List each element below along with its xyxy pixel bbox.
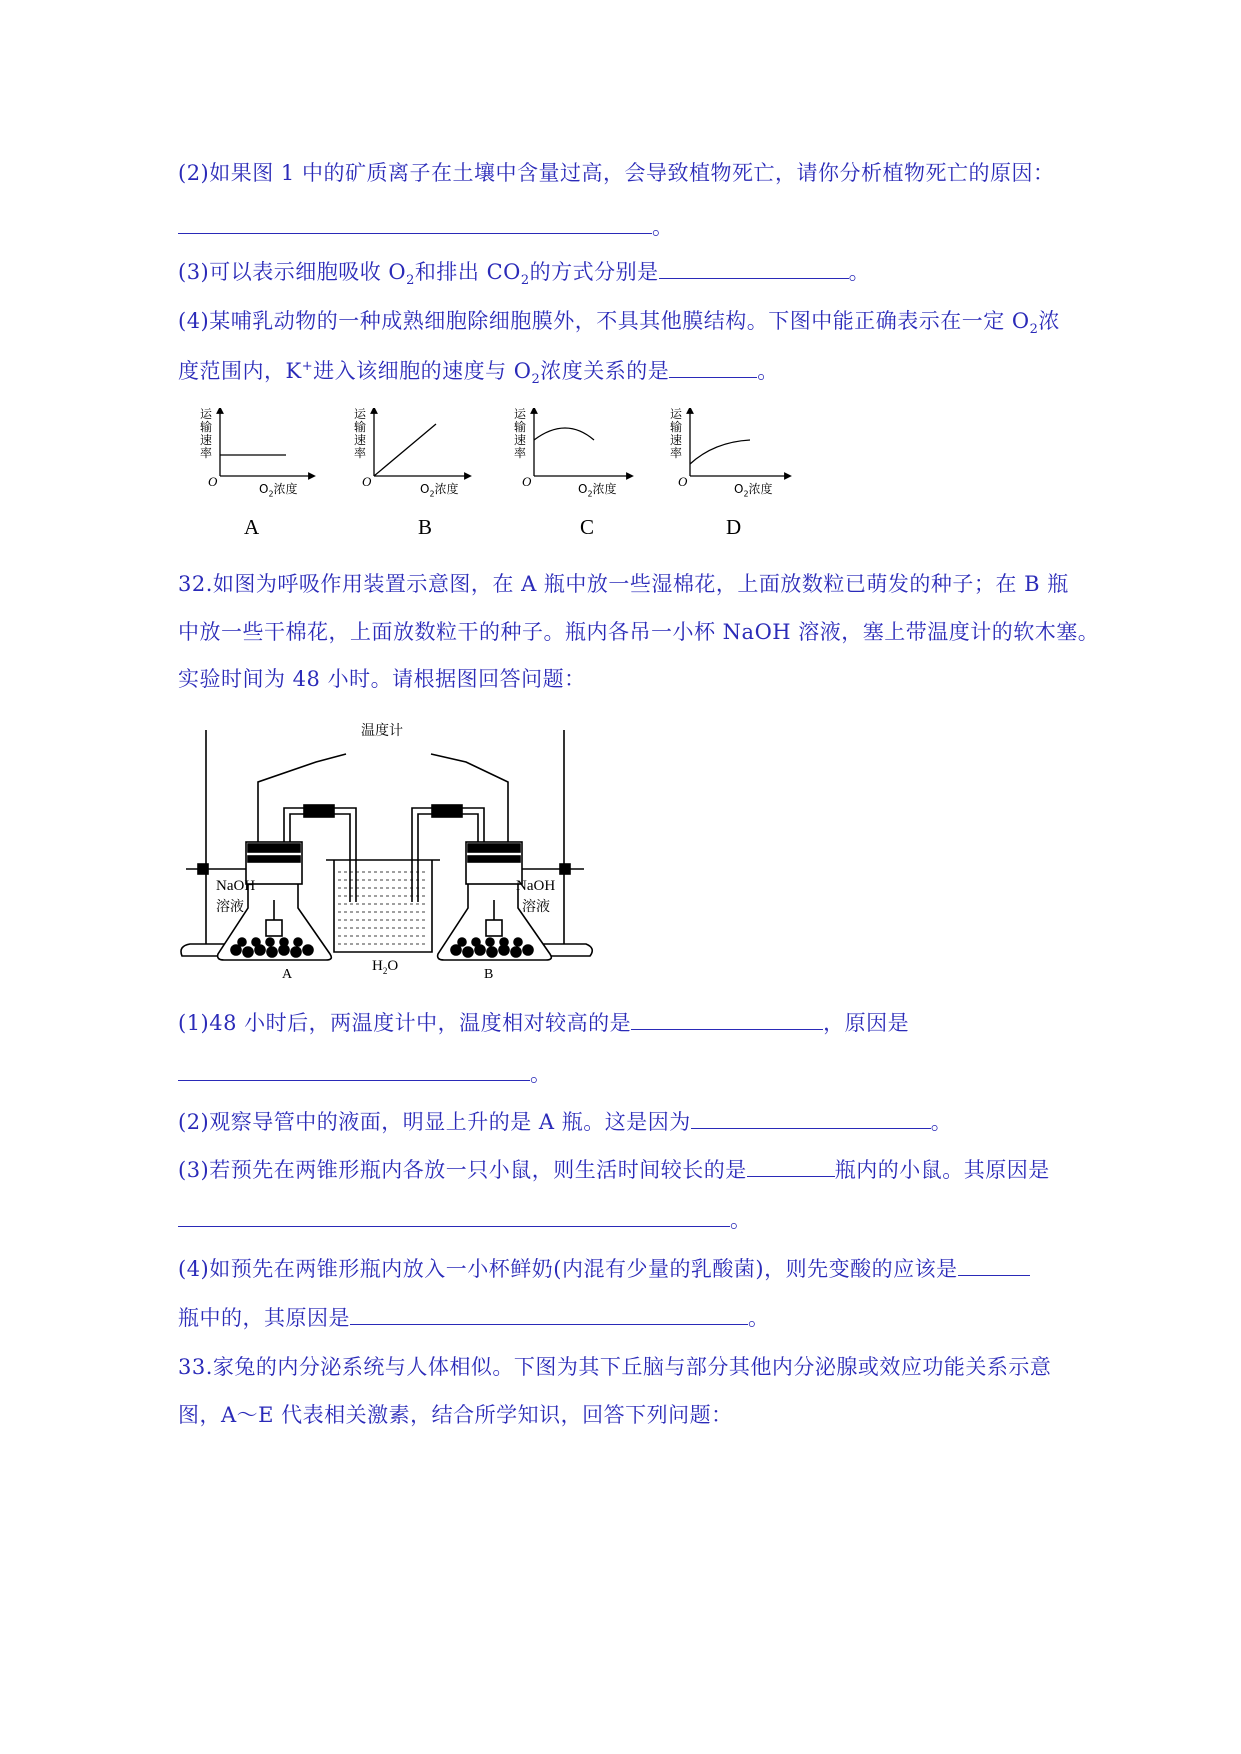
graph-d: 运输速率 O $O_2$浓度 D [664,408,814,548]
q4-line1: (4)某哺乳动物的一种成熟细胞除细胞膜外，不具其他膜结构。下图中能正确表示在一定 $O_2$浓 [178,309,1060,338]
graph-xlabel: $O_2$浓度 [259,482,298,499]
q32-1-line1: (1)48 小时后，两温度计中，温度相对较高的是 ，原因是 [178,1007,909,1038]
q32-2-line: (2)观察导管中的液面，明显上升的是 A 瓶。这是因为 。 [178,1106,952,1137]
answer-blank[interactable] [178,211,652,234]
q32-1-line2: 。 [178,1058,552,1089]
q33-line1: 33.家兔的内分泌系统与人体相似。下图为其下丘脑与部分其他内分泌腺或效应功能关系示意 [178,1355,1052,1379]
q32-4-line2: 瓶中的，其原因是 。 [178,1302,770,1333]
solution-right-label: 溶液 [522,899,550,915]
graph-c-axes [508,408,658,518]
graph-a-axes [194,408,344,518]
graph-b-axes [348,408,498,518]
q33-line2: 图，A～E 代表相关激素，结合所学知识，回答下列问题： [178,1403,733,1427]
graph-xlabel: $O_2$浓度 [734,482,773,499]
graph-ylabel: 运输速率 [514,407,527,460]
naoh-right-label: NaOH [516,878,556,894]
q32-3-line2: 。 [178,1204,752,1235]
graph-b: 运输速率 O $O_2$浓度 B [348,408,498,548]
curve-d [690,440,750,464]
flask-a-label: A [282,967,293,982]
q32-line3: 实验时间为 48 小时。请根据图回答问题： [178,667,586,691]
answer-blank[interactable] [669,355,757,378]
flask-b-label: B [484,967,494,982]
answer-blank[interactable] [691,1106,931,1129]
naoh-left-label: NaOH [216,878,256,894]
graph-c: 运输速率 O $O_2$浓度 C [508,408,658,548]
graph-xlabel: $O_2$浓度 [578,482,617,499]
q2-text: (2)如果图 1 中的矿质离子在土壤中含量过高，会导致植物死亡，请你分析植物死亡的原因： [178,161,1055,185]
q2-answer-line: 。 [178,211,674,242]
curve-b [374,424,436,476]
graph-label-b: B [418,515,433,539]
graph-label-a: A [244,515,260,539]
graph-xlabel: $O_2$浓度 [420,482,459,499]
q32-3-line1: (3)若预先在两锥形瓶内各放一只小鼠，则生活时间较长的是 瓶内的小鼠。其原因是 [178,1154,1050,1185]
curve-c [534,428,594,440]
graph-ylabel: 运输速率 [200,407,213,460]
answer-blank[interactable] [178,1204,730,1227]
q32-line2: 中放一些干棉花，上面放数粒干的种子。瓶内各吊一小杯 NaOH 溶液，塞上带温度计的软木塞。 [178,620,1100,644]
answer-blank[interactable] [350,1302,748,1325]
q4-line2: 度范围内，K+进入该细胞的速度与 $O_2$浓度关系的是 。 [178,352,779,395]
answer-blank[interactable] [747,1154,835,1177]
graph-d-axes [664,408,814,518]
apparatus-drawing [176,712,606,987]
answer-blank[interactable] [659,256,849,279]
water-label: $H_2O$ [372,958,399,976]
answer-blank[interactable] [958,1253,1030,1276]
graph-a: 运输速率 O $O_2$浓度 A [194,408,344,548]
graph-ylabel: 运输速率 [354,407,367,460]
q3-text: (3)可以表示细胞吸收 $O_2$和排出 $CO_2$的方式分别是 。 [178,256,870,296]
thermometer-label: 温度计 [361,723,403,739]
answer-blank[interactable] [631,1007,823,1030]
graph-label-c: C [580,515,595,539]
q32-4-line1: (4)如预先在两锥形瓶内放入一小杯鲜奶(内混有少量的乳酸菌)，则先变酸的应该是 [178,1253,1030,1284]
answer-blank[interactable] [178,1058,530,1081]
graph-label-d: D [726,515,742,539]
respiration-apparatus [176,712,606,987]
solution-left-label: 溶液 [216,899,244,915]
q32-line1: 32.如图为呼吸作用装置示意图，在 A 瓶中放一些湿棉花，上面放数粒已萌发的种子；在 B 瓶 [178,572,1069,596]
graph-ylabel: 运输速率 [670,407,683,460]
